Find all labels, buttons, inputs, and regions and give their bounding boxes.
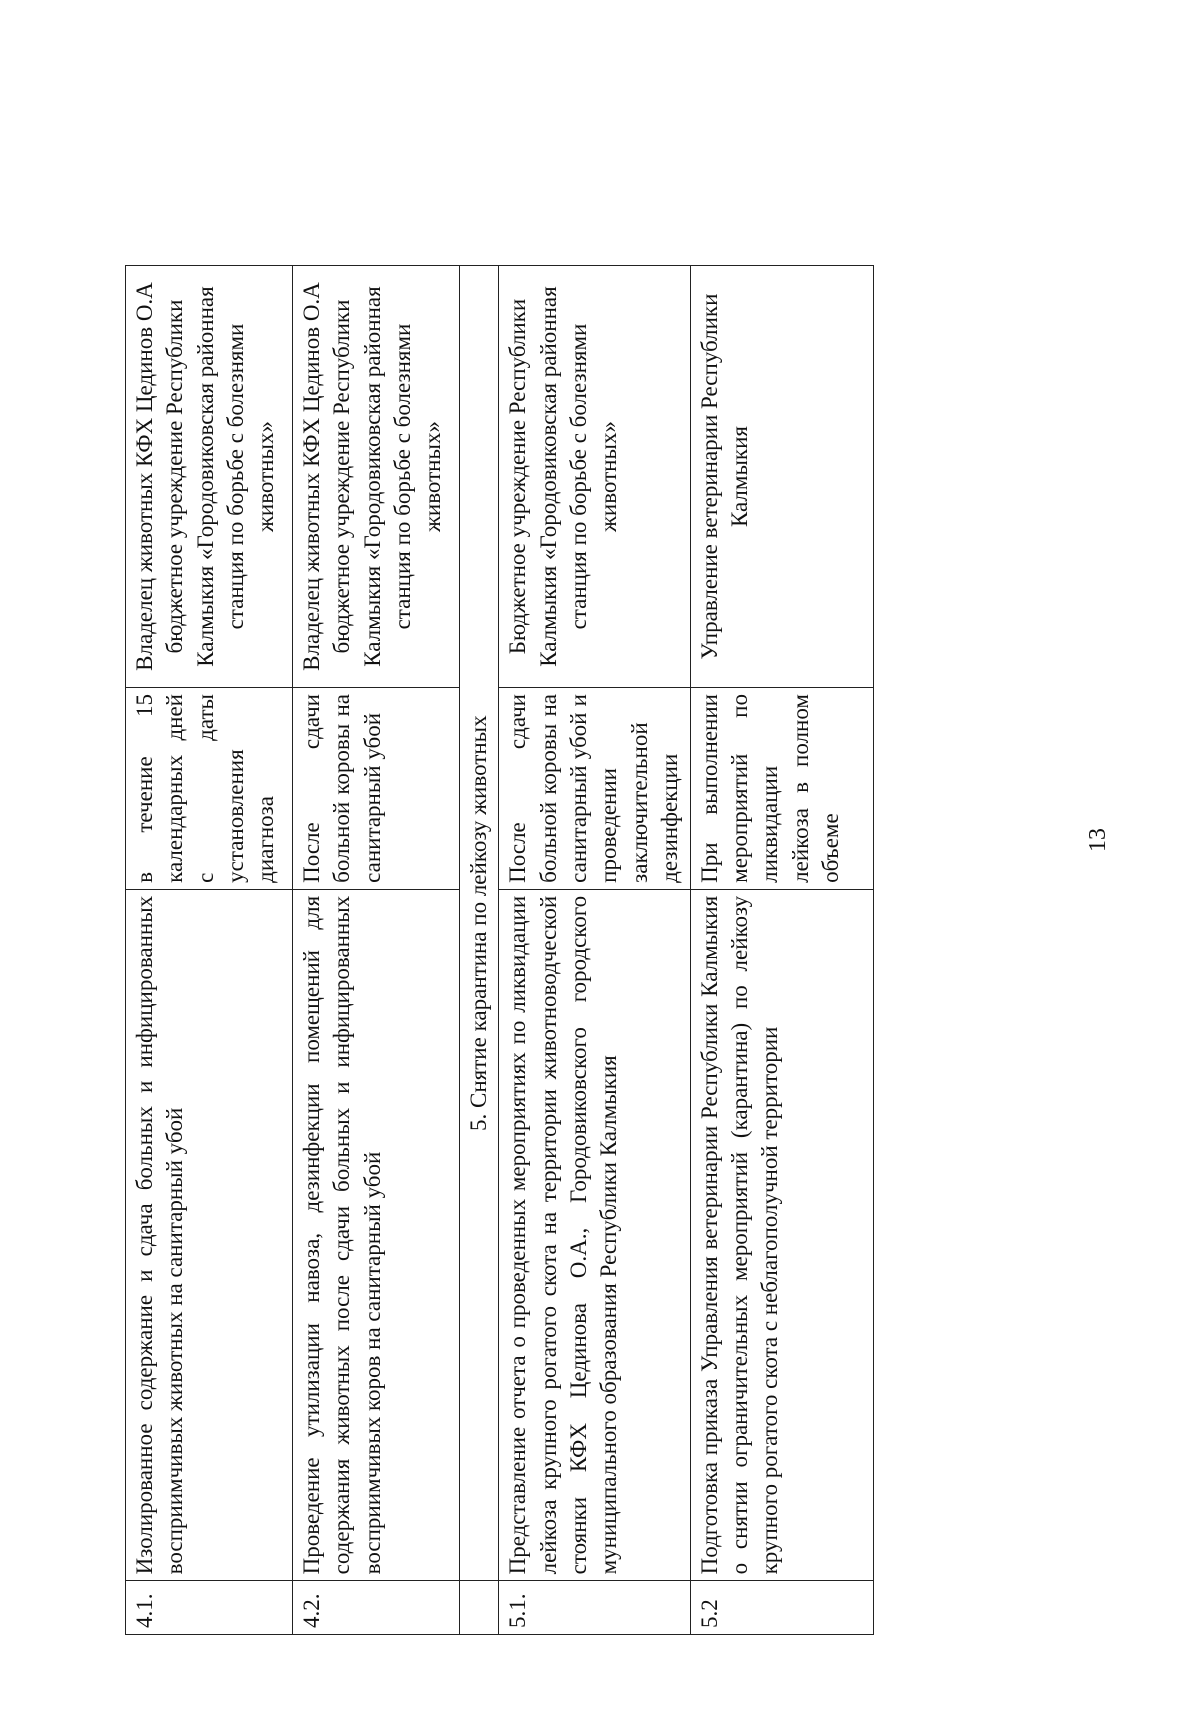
table-row xyxy=(293,266,460,1635)
term-cell: После сдачи больной коровы на санитарный убой xyxy=(293,688,460,890)
row-number: 4.1. xyxy=(126,1581,293,1635)
term-cell: После сдачи больной коровы на санитарный убой и проведении заключительной дезинфекции xyxy=(499,688,690,890)
responsible-cell: Управление ветеринарии Республики Калмыкия xyxy=(690,266,873,688)
term-cell: в течение 15 календарных дней с даты установления диагноза xyxy=(126,688,293,890)
responsible-cell: Владелец животных КФХ Цединов О.А бюджетное учреждение Республики Калмыкия «Городовиковская районная станция по борьбе с болезнями животных» xyxy=(293,266,460,688)
responsible-cell: Владелец животных КФХ Цединов О.А бюджетное учреждение Республики Калмыкия «Городовиковская районная станция по борьбе с болезнями животных» xyxy=(126,266,293,688)
rotated-table-container xyxy=(125,265,843,1635)
table-row xyxy=(126,266,293,1635)
section-number-cell xyxy=(460,1581,499,1635)
action-cell: Проведение утилизации навоза, дезинфекции помещений для содержания животных после сдачи больных и инфицированных восприимчивых коров на санитарный убой xyxy=(293,889,460,1581)
row-number: 5.1. xyxy=(499,1581,690,1635)
section-row xyxy=(460,266,499,1635)
action-cell: Изолированное содержание и сдача больных и инфицированных восприимчивых животных на санитарный убой xyxy=(126,889,293,1581)
section-title: 5. Снятие карантина по лейкозу животных xyxy=(460,266,499,1581)
row-number: 5.2 xyxy=(690,1581,873,1635)
action-cell: Подготовка приказа Управления ветеринарии Республики Калмыкия о снятии ограничительных мероприятий (карантина) по лейкозу крупного рогатого скота с неблагополучной территории xyxy=(690,889,873,1581)
page-number: 13 xyxy=(1085,828,1111,852)
responsible-cell: Бюджетное учреждение Республики Калмыкия «Городовиковская районная станция по борьбе с болезнями животных» xyxy=(499,266,690,688)
table-row xyxy=(690,266,873,1635)
row-number: 4.2. xyxy=(293,1581,460,1635)
table-row xyxy=(499,266,690,1635)
measures-table xyxy=(125,265,874,1635)
action-cell: Представление отчета о проведенных мероприятиях по ликвидации лейкоза крупного рогатого скота на территории животноводческой стоянки КФХ Цединова О.А., Городовиковского городского муниципального образования Республики Калмыкия xyxy=(499,889,690,1581)
term-cell: При выполнении мероприятий по ликвидации лейкоза в полном объеме xyxy=(690,688,873,890)
